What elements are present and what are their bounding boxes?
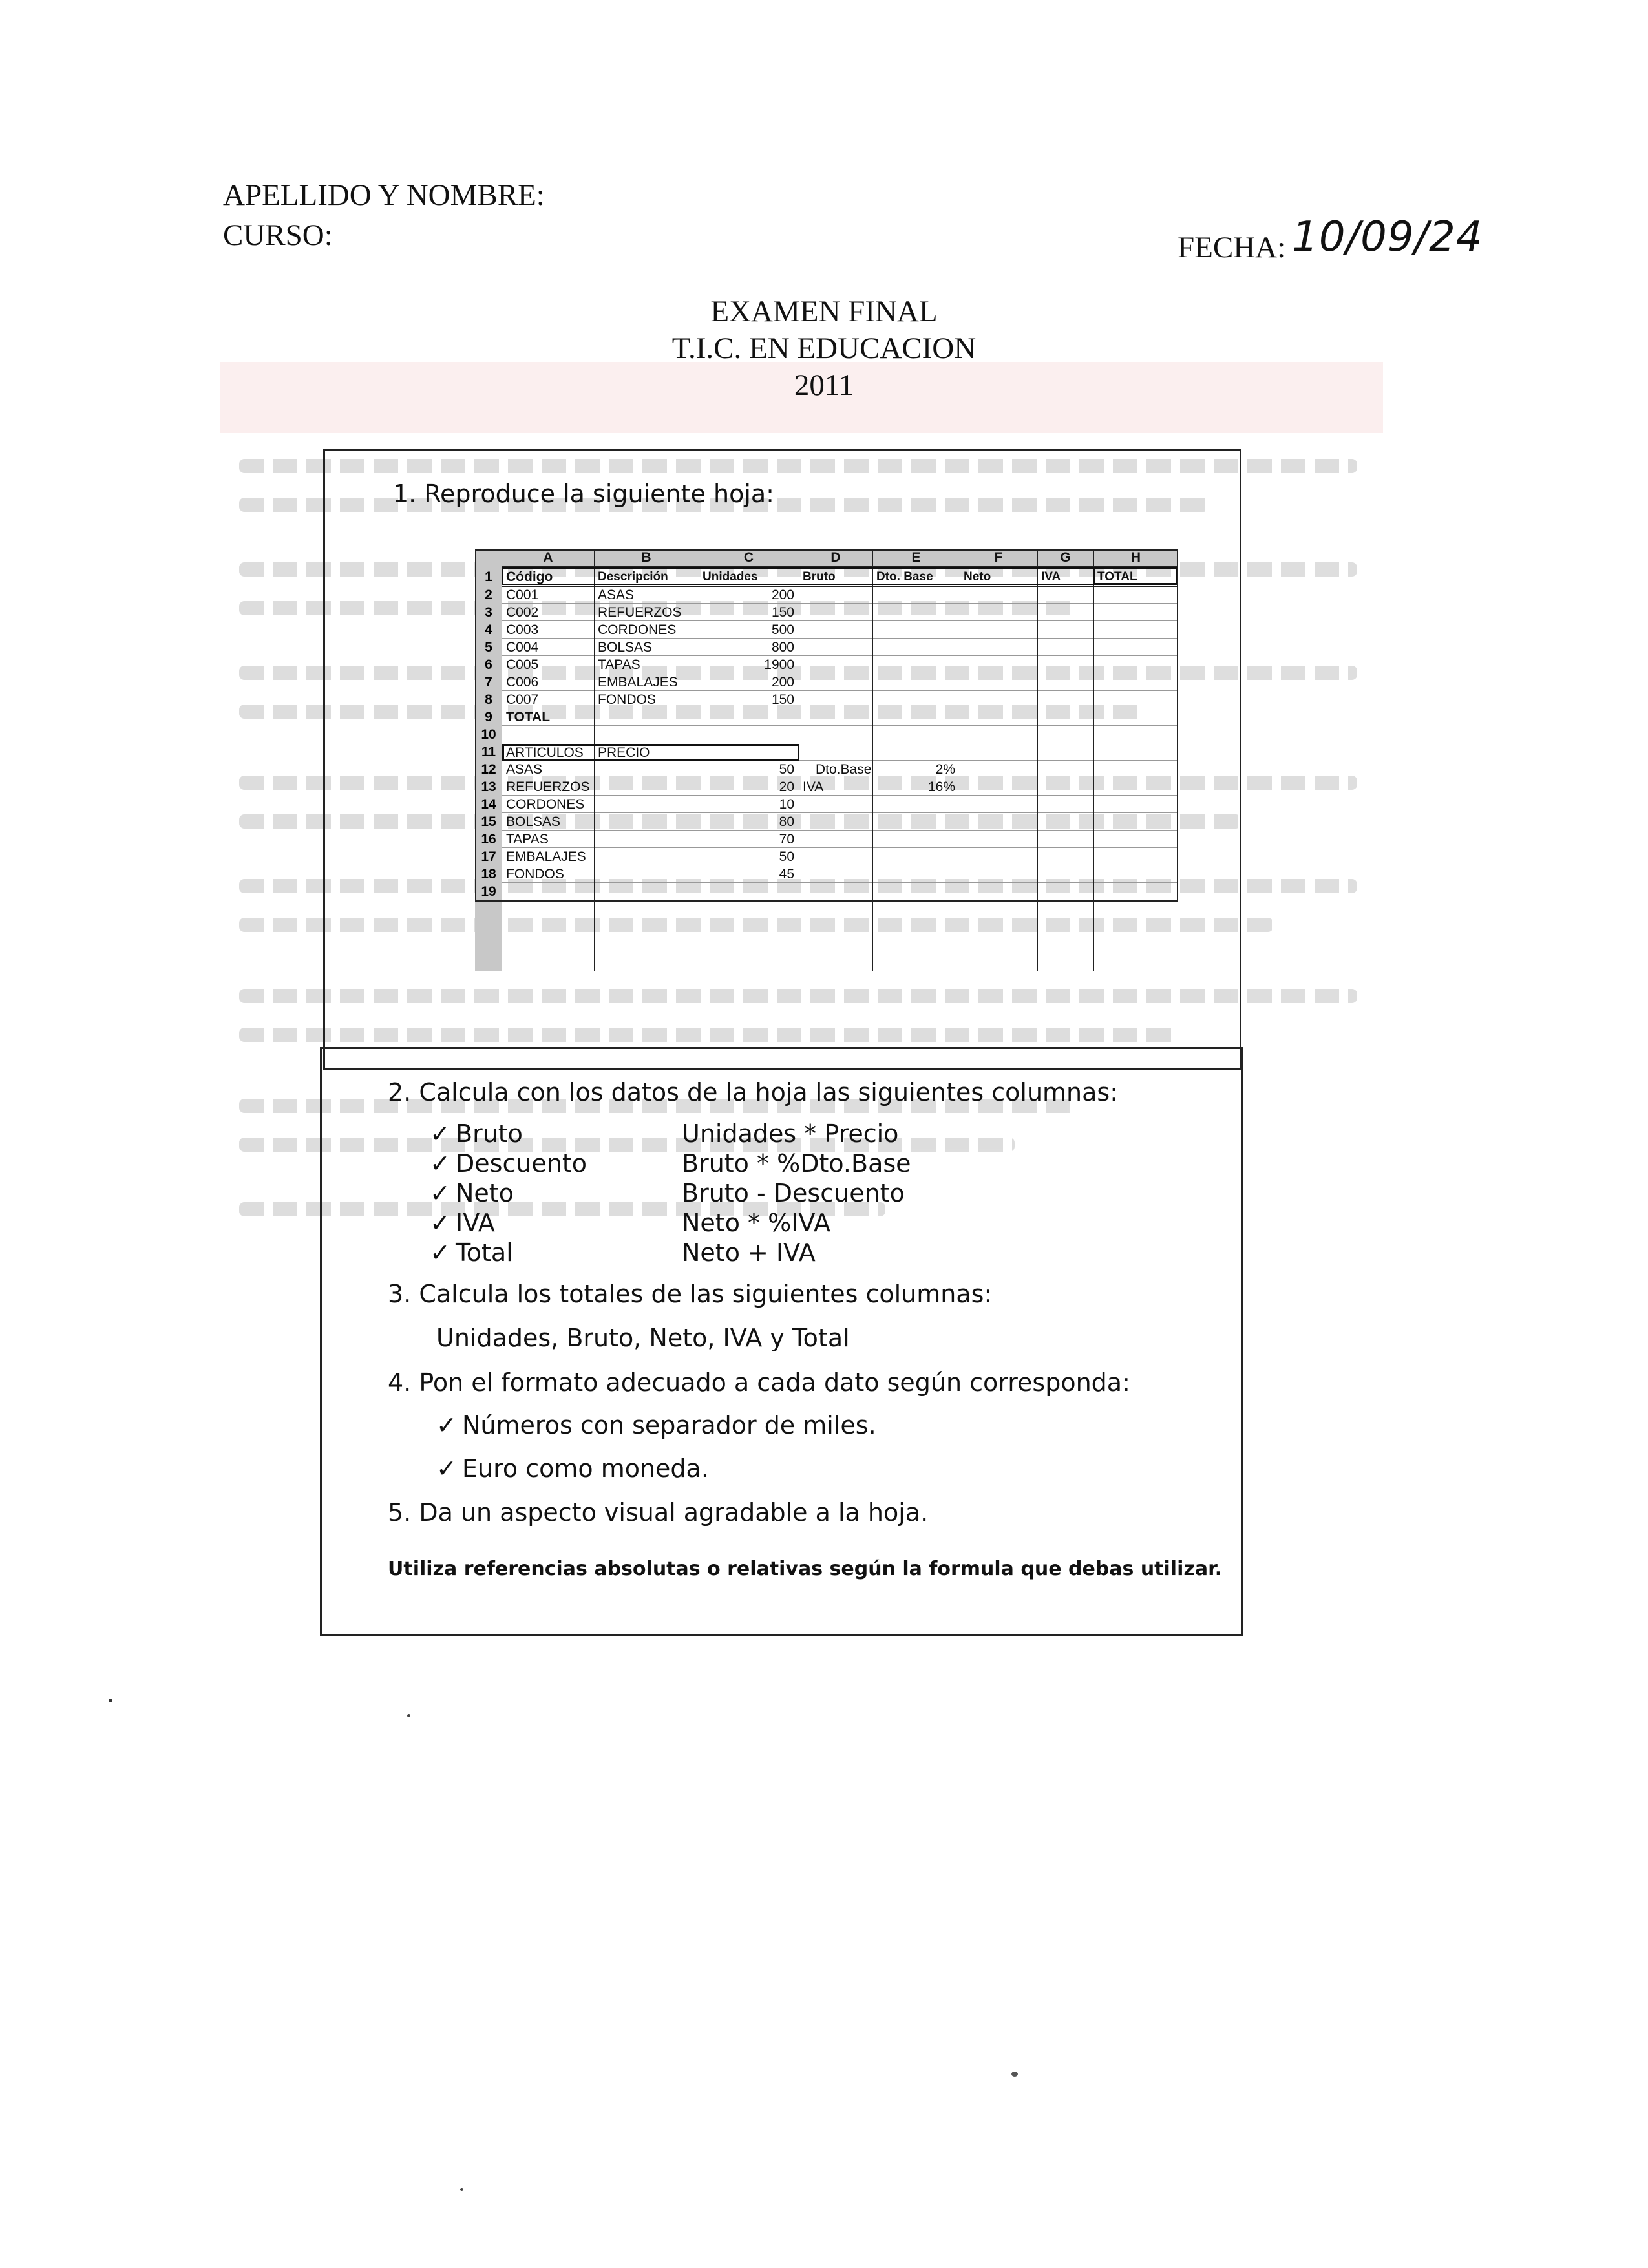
exam-subject: T.I.C. EN EDUCACION xyxy=(671,332,977,365)
header-dto-base: Dto. Base xyxy=(876,570,933,584)
col-letter-c: C xyxy=(743,550,754,565)
checkmark-icon: ✓ xyxy=(430,1119,450,1148)
column-iva xyxy=(430,1209,495,1237)
price-name: CORDONES xyxy=(506,797,585,812)
price-name: ASAS xyxy=(506,762,543,777)
checkmark-icon: ✓ xyxy=(436,1411,457,1439)
row-number: 9 xyxy=(475,709,502,725)
question-2-text: 2. Calcula con los datos de la hoja las siguientes columnas: xyxy=(388,1078,1119,1107)
column-name: IVA xyxy=(456,1209,495,1237)
question-5-text: 5. Da un aspecto visual agradable a la hoja. xyxy=(388,1498,929,1527)
fecha-handwritten-value: 10/09/24 xyxy=(1292,213,1483,261)
col-letter-e: E xyxy=(911,550,921,565)
item-units: 500 xyxy=(771,622,794,637)
item-desc: ASAS xyxy=(598,588,635,602)
item-code: C004 xyxy=(506,640,539,655)
column-formula: Bruto - Descuento xyxy=(682,1179,905,1207)
item-code: C002 xyxy=(506,605,539,620)
column-name: Descuento xyxy=(456,1149,587,1178)
row-number: 14 xyxy=(475,796,502,812)
total-label: TOTAL xyxy=(506,710,551,725)
column-formula: Bruto * %Dto.Base xyxy=(682,1149,911,1178)
item-desc: TAPAS xyxy=(598,657,640,672)
param-dto-value: 2% xyxy=(935,762,955,777)
col-letter-b: B xyxy=(641,550,651,565)
row-number: 11 xyxy=(475,744,502,760)
row-number: 5 xyxy=(475,639,502,655)
scan-speck xyxy=(407,1714,410,1717)
item-desc: BOLSAS xyxy=(598,640,653,655)
column-name: Bruto xyxy=(456,1119,523,1148)
item-desc: REFUERZOS xyxy=(598,605,682,620)
format-item-text: Números con separador de miles. xyxy=(462,1411,876,1439)
item-desc: CORDONES xyxy=(598,622,677,637)
price-value: 50 xyxy=(779,762,794,777)
col-letter-h: H xyxy=(1130,550,1141,565)
price-value: 45 xyxy=(779,867,794,882)
price-name: EMBALAJES xyxy=(506,849,586,864)
checkmark-icon: ✓ xyxy=(430,1238,450,1267)
item-desc: FONDOS xyxy=(598,692,656,707)
fecha-label: FECHA: xyxy=(1178,231,1286,264)
column-formula: Neto * %IVA xyxy=(682,1209,830,1237)
instruction-note: Utiliza referencias absolutas o relativas según la formula que debas utilizar. xyxy=(388,1558,1222,1580)
checkmark-icon: ✓ xyxy=(436,1454,457,1483)
row-number: 18 xyxy=(475,866,502,882)
param-dto-label: Dto.Base xyxy=(816,762,872,777)
format-item xyxy=(436,1454,709,1483)
column-neto xyxy=(430,1179,514,1207)
exam-year: 2011 xyxy=(794,368,854,402)
item-units: 200 xyxy=(771,588,794,602)
row-number: 13 xyxy=(475,779,502,795)
price-header-articulos: ARTICULOS xyxy=(506,745,584,760)
header-codigo: Código xyxy=(506,569,553,584)
row-number: 4 xyxy=(475,622,502,638)
col-letter-f: F xyxy=(994,550,1003,565)
price-value: 50 xyxy=(779,849,794,864)
item-code: C001 xyxy=(506,588,539,602)
row-number: 2 xyxy=(475,587,502,603)
question-3-detail: Unidades, Bruto, Neto, IVA y Total xyxy=(436,1324,850,1352)
row-number: 15 xyxy=(475,814,502,830)
scan-speck xyxy=(1011,2072,1018,2077)
row-number: 6 xyxy=(475,657,502,673)
item-code: C007 xyxy=(506,692,539,707)
format-item-text: Euro como moneda. xyxy=(462,1454,709,1483)
scan-speck xyxy=(109,1699,112,1702)
column-formula: Neto + IVA xyxy=(682,1238,816,1267)
scan-speck xyxy=(460,2188,463,2191)
item-units: 1900 xyxy=(764,657,794,672)
row-number: 19 xyxy=(475,884,502,900)
name-label: APELLIDO Y NOMBRE: xyxy=(223,178,545,212)
item-units: 150 xyxy=(771,692,794,707)
col-letter-d: D xyxy=(830,550,841,565)
header-bruto: Bruto xyxy=(803,570,836,584)
checkmark-icon: ✓ xyxy=(430,1209,450,1237)
checkmark-icon: ✓ xyxy=(430,1149,450,1178)
row-number: 16 xyxy=(475,831,502,847)
exam-title: EXAMEN FINAL xyxy=(710,295,938,328)
item-units: 150 xyxy=(771,605,794,620)
question-3-text: 3. Calcula los totales de las siguientes columnas: xyxy=(388,1280,993,1308)
column-formula: Unidades * Precio xyxy=(682,1119,899,1148)
price-value: 80 xyxy=(779,814,794,829)
row-number: 17 xyxy=(475,849,502,865)
column-name: Total xyxy=(456,1238,513,1267)
item-code: C003 xyxy=(506,622,539,637)
format-item xyxy=(436,1411,876,1439)
price-name: REFUERZOS xyxy=(506,779,590,794)
header-neto: Neto xyxy=(964,570,991,584)
row-number: 1 xyxy=(475,569,502,585)
row-number: 7 xyxy=(475,674,502,690)
header-total: TOTAL xyxy=(1097,570,1137,584)
price-name: BOLSAS xyxy=(506,814,561,829)
item-code: C006 xyxy=(506,675,539,690)
header-unidades: Unidades xyxy=(703,570,758,584)
price-value: 70 xyxy=(779,832,794,847)
item-units: 200 xyxy=(771,675,794,690)
checkmark-icon: ✓ xyxy=(430,1179,450,1207)
price-name: TAPAS xyxy=(506,832,549,847)
col-letter-a: A xyxy=(543,550,553,565)
row-number: 8 xyxy=(475,692,502,708)
price-name: FONDOS xyxy=(506,867,564,882)
item-code: C005 xyxy=(506,657,539,672)
column-descuento xyxy=(430,1149,587,1178)
column-total xyxy=(430,1238,513,1267)
param-iva-value: 16% xyxy=(927,779,955,794)
header-iva: IVA xyxy=(1041,570,1061,584)
row-number: 3 xyxy=(475,604,502,620)
question-4-text: 4. Pon el formato adecuado a cada dato según corresponda: xyxy=(388,1368,1130,1397)
row-number: 10 xyxy=(475,726,502,743)
column-bruto xyxy=(430,1119,523,1148)
spreadsheet-image xyxy=(475,549,1178,971)
column-name: Neto xyxy=(456,1179,514,1207)
question-1-text: 1. Reproduce la siguiente hoja: xyxy=(393,480,774,508)
price-value: 20 xyxy=(779,779,794,794)
col-letter-g: G xyxy=(1060,550,1071,565)
curso-label: CURSO: xyxy=(223,218,333,252)
header-descripcion: Descripción xyxy=(598,570,668,584)
price-header-precio: PRECIO xyxy=(598,745,650,760)
item-units: 800 xyxy=(771,640,794,655)
param-iva-label: IVA xyxy=(803,779,824,794)
row-number: 12 xyxy=(475,761,502,778)
price-value: 10 xyxy=(779,797,794,812)
fecha-field xyxy=(1178,213,1483,268)
item-desc: EMBALAJES xyxy=(598,675,678,690)
